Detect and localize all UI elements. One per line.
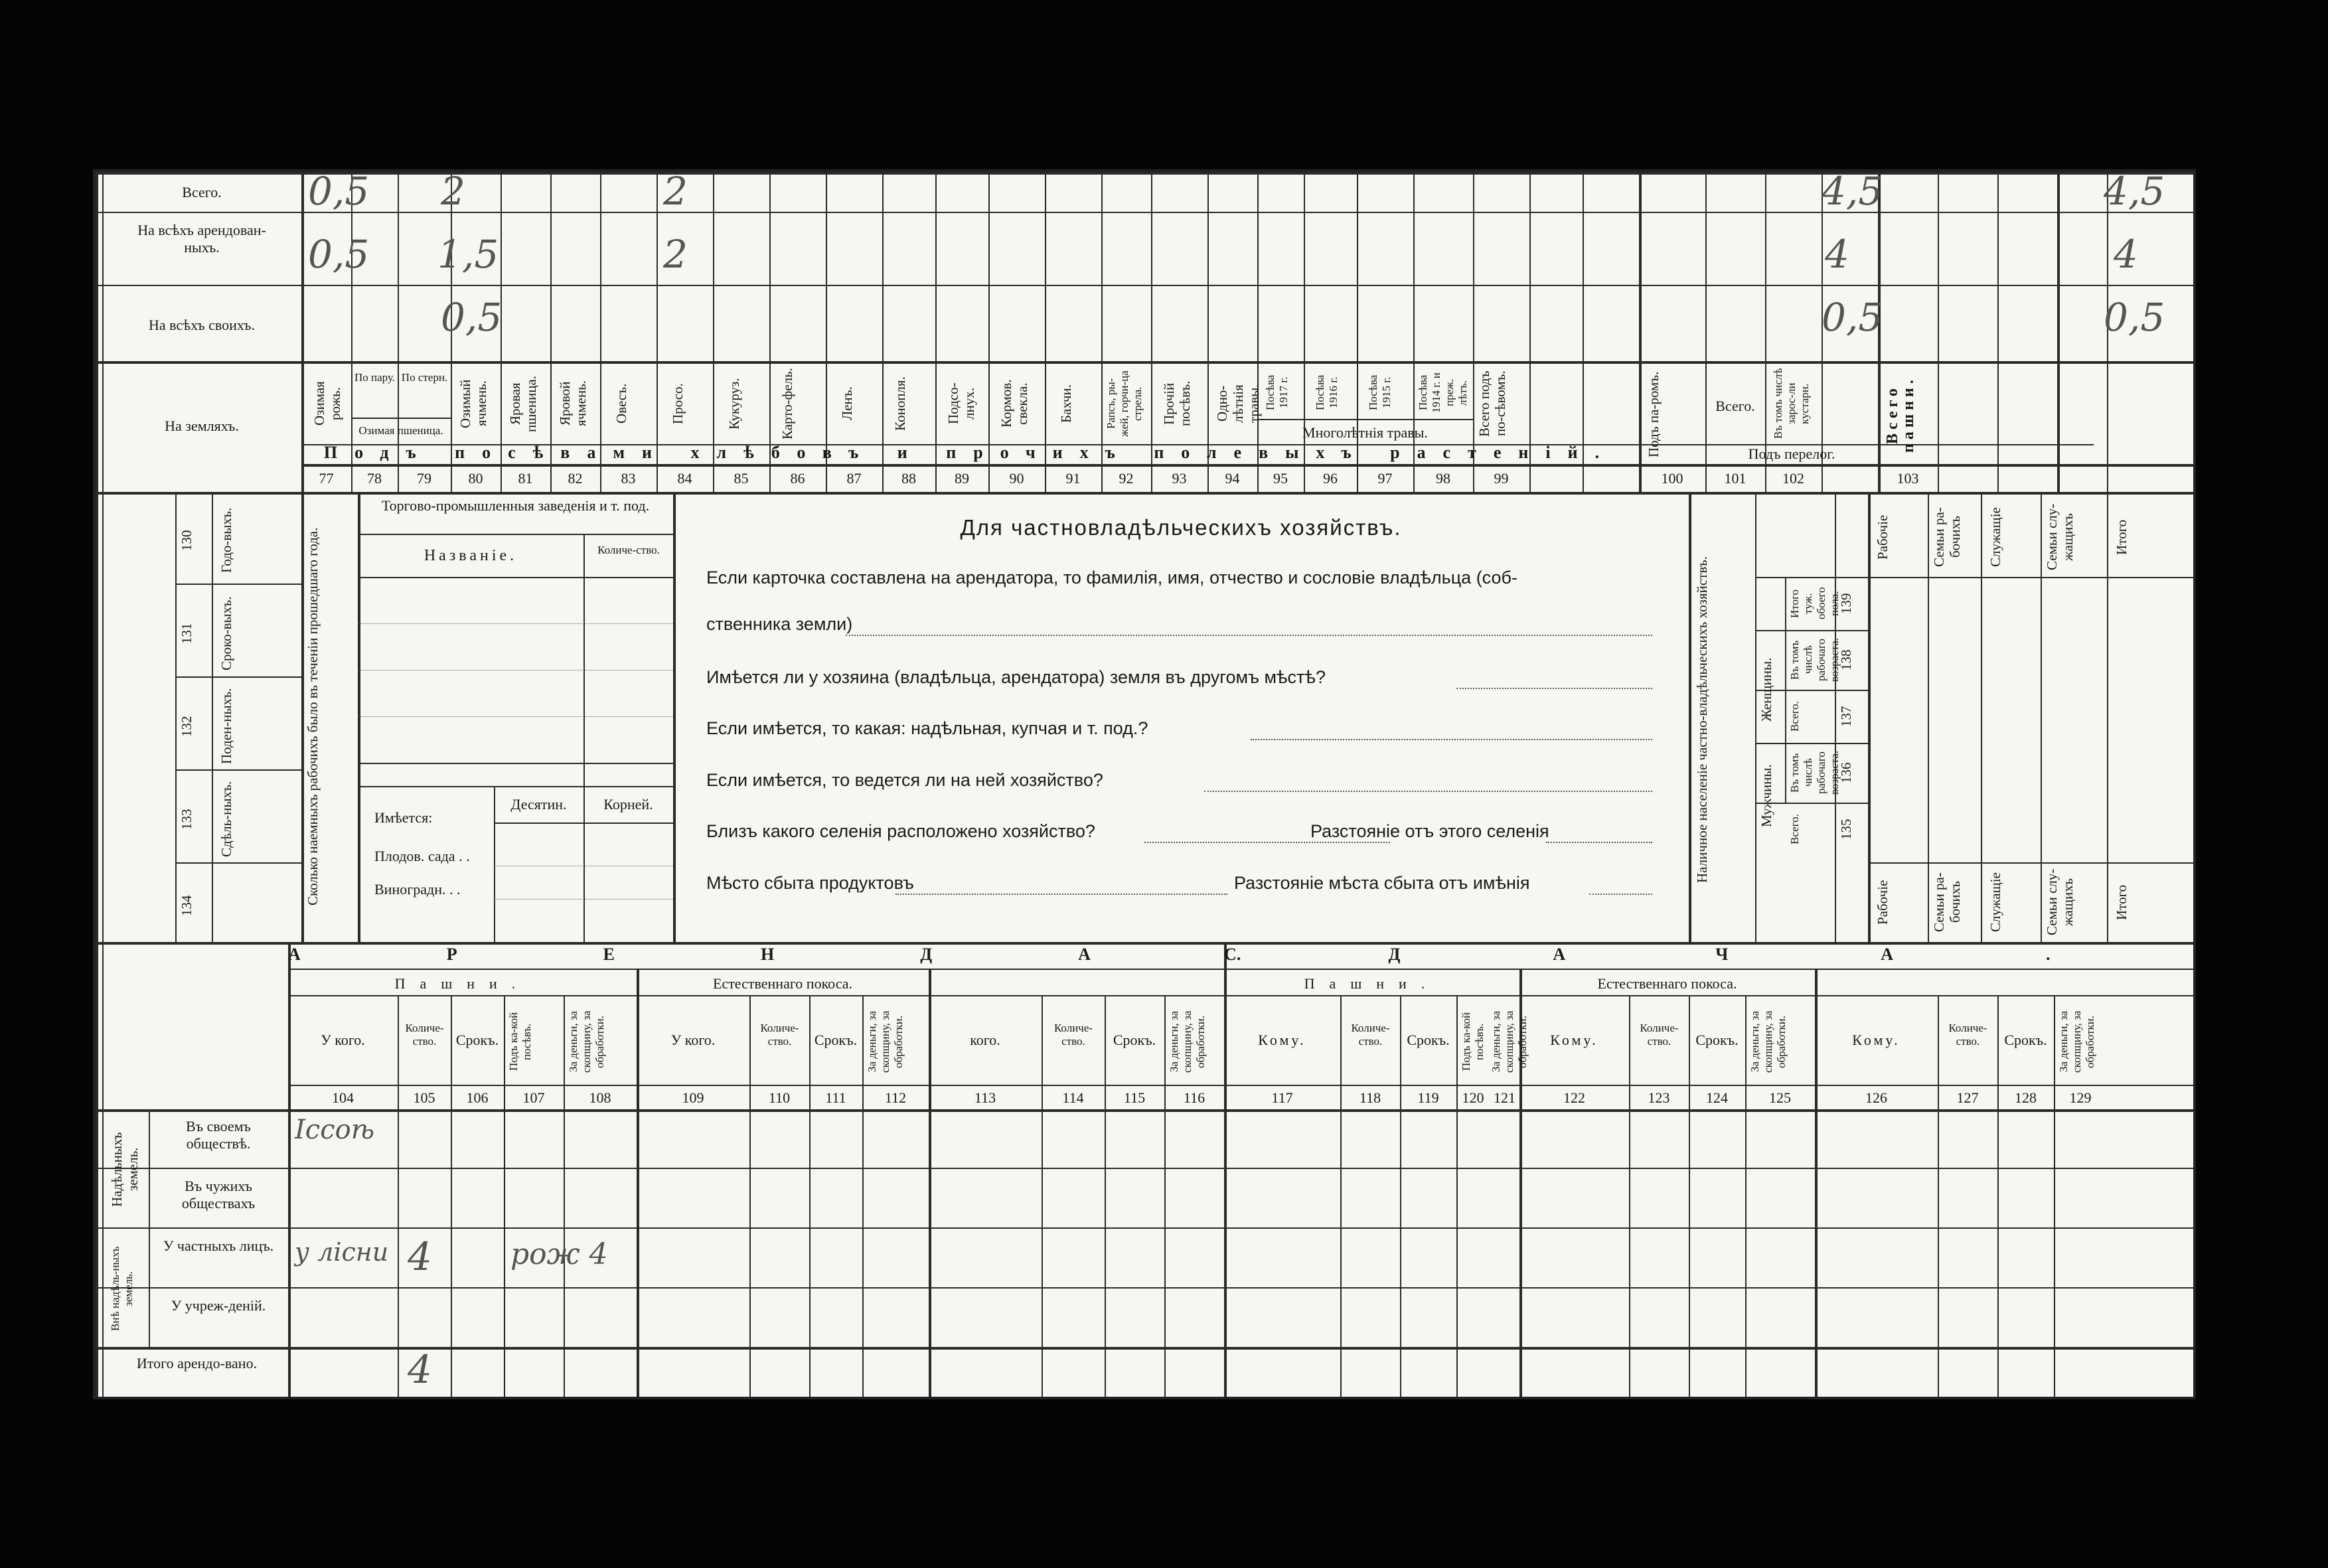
col-number: 87 xyxy=(846,470,862,487)
col-number: 103 xyxy=(1897,470,1919,487)
col-number: 119 xyxy=(1417,1089,1439,1106)
panel-line: Если имѣется, то ведется ли на ней хозяйство? xyxy=(706,770,1103,790)
nadelnykh-zemel-label: Надѣльныхъ земель. xyxy=(109,1132,141,1207)
col-header-u-kogo: У кого. xyxy=(670,1032,716,1048)
handwritten-value: 0,5 xyxy=(308,169,370,214)
crop-header: Посѣва 1916 г. xyxy=(1314,374,1340,411)
row-label: У частныхъ лицъ. xyxy=(163,1237,274,1254)
hired-row-label: Годо-выхъ. xyxy=(218,507,234,574)
col-number: 128 xyxy=(2015,1089,2037,1106)
handwritten-value: 4 xyxy=(1825,232,1849,277)
crop-header: Просо. xyxy=(670,383,686,424)
col-header-kolichestvo: Количе-ство. xyxy=(760,1022,799,1048)
col-header-srok: Срокъ. xyxy=(2004,1032,2047,1048)
crop-header: Рапсъ, ры-жей, горчи-ца стрела. xyxy=(1105,370,1144,437)
panel-line: Разстояніе мѣста сбыта отъ имѣнія xyxy=(1234,873,1530,893)
col-number: 96 xyxy=(1323,470,1338,487)
col-number: 118 xyxy=(1359,1089,1381,1106)
col-number: 79 xyxy=(417,470,431,487)
hired-row-number: 131 xyxy=(179,623,194,644)
col-number: 123 xyxy=(1648,1089,1670,1106)
col-number: 80 xyxy=(468,470,483,487)
nalichnoe-naselenie-title: Наличное населеніе частно-владѣльческихъ хозяйствъ. xyxy=(1694,556,1710,883)
col-number: 77 xyxy=(319,470,334,487)
col-number: 92 xyxy=(1119,470,1134,487)
sdacha-title: СДАЧА. xyxy=(1224,945,2203,964)
col-number: 124 xyxy=(1706,1089,1728,1106)
col-header-za-dengi: За деньги, за скопщину, за обработки. xyxy=(567,1010,606,1073)
right-header: Въ томъ числѣ зарос-ли кустарн. xyxy=(1772,368,1811,439)
col-header-u-kogo: У кого. xyxy=(321,1032,365,1048)
zhenshchiny-label: Женщины. xyxy=(1758,657,1774,722)
col-number: 129 xyxy=(2069,1089,2092,1106)
col-number: 98 xyxy=(1436,470,1450,487)
handwritten-value: 0,5 xyxy=(441,295,503,340)
workers-header: Служащіе xyxy=(1987,872,2003,932)
col-header-za-dengi: За деньги, за скопщину, за обработки. xyxy=(1168,1010,1207,1073)
ozimaya-pshenitsa-label: Озимая пшеница. xyxy=(358,424,443,437)
col-number: 106 xyxy=(466,1089,489,1106)
col-number: 78 xyxy=(367,470,382,487)
vsego-label: Всего. xyxy=(1788,701,1801,732)
arenda-pashni: Пашни. xyxy=(394,975,530,992)
handwritten-value: 2 xyxy=(441,169,465,214)
workers-header: Семьи слу-жащихъ xyxy=(2044,868,2076,936)
hired-row-label: Поден-ныхъ. xyxy=(218,688,234,765)
col-header-kolichestvo: Количе-ство. xyxy=(1640,1022,1679,1048)
panel-line: Мѣсто сбыта продуктовъ xyxy=(706,873,914,893)
handwritten-value: 4 xyxy=(408,1347,432,1392)
col-number: 104 xyxy=(332,1089,354,1106)
crop-header: Кормов. свекла. xyxy=(998,379,1030,428)
crop-header: Конопля. xyxy=(892,376,908,431)
crop-header: Кукуруз. xyxy=(726,378,742,430)
col-number: 127 xyxy=(1956,1089,1979,1106)
korney-label: Корней. xyxy=(603,796,653,813)
col-number: 113 xyxy=(974,1089,996,1106)
workers-header: Семьи ра-бочихъ xyxy=(1931,507,1963,567)
vsego-label: Всего. xyxy=(1788,814,1801,844)
col-number: 122 xyxy=(1563,1089,1585,1106)
col-number: 84 xyxy=(677,470,692,487)
crop-header: Посѣва 1917 г. xyxy=(1264,374,1290,411)
col-number: 88 xyxy=(901,470,916,487)
pop-col-number: 138 xyxy=(1838,649,1854,670)
workers-header: Рабочіе xyxy=(1875,514,1891,560)
col-number: 116 xyxy=(1183,1089,1205,1106)
crop-header: Подсо-лнух. xyxy=(945,382,977,425)
panel-line: ственника земли) xyxy=(706,614,853,634)
vne-nadelnykh-label: Внѣ надѣль-ныхъ земель. xyxy=(109,1246,135,1332)
v-tom-chisle: Въ томъ числѣ рабочаго возраста. xyxy=(1788,750,1841,795)
row-label: Въ чужихъ обществахъ xyxy=(181,1178,256,1212)
workers-header: Семьи ра-бочихъ xyxy=(1931,872,1963,932)
col-header-kolichestvo: Количе-ство. xyxy=(1053,1022,1093,1048)
col-header-komu: Кому. xyxy=(1258,1032,1306,1048)
hired-row-number: 130 xyxy=(179,530,194,551)
crop-header: Овесъ. xyxy=(613,383,629,424)
col-number: 114 xyxy=(1062,1089,1084,1106)
itogo-arendovano-label: Итого арендо-вано. xyxy=(136,1355,258,1372)
crop-header: По стерн. xyxy=(401,371,448,384)
hired-row-number: 133 xyxy=(179,809,194,830)
col-header-komu: Кому. xyxy=(1852,1032,1901,1048)
hired-row-number: 134 xyxy=(179,895,194,916)
handwritten-value: рож 4 xyxy=(510,1237,608,1271)
handwritten-value: 1,5 xyxy=(437,232,499,277)
col-number: 117 xyxy=(1271,1089,1293,1106)
panel-line: Если карточка составлена на арендатора, то фамилія, имя, отчество и сословіе владѣльца (соб- xyxy=(706,568,1517,588)
muzhchiny-label: Мужчины. xyxy=(1758,764,1774,828)
handwritten-value: 2 xyxy=(663,169,688,214)
hired-row-label: Сдѣль-ныхъ. xyxy=(218,781,234,858)
panel-line: Разстояніе отъ этого селенія xyxy=(1310,821,1549,841)
col-number: 125 xyxy=(1769,1089,1791,1106)
pop-col-number: 139 xyxy=(1838,593,1854,614)
pop-col-number: 136 xyxy=(1838,762,1854,783)
crop-header: Всего подъ по-сѣвомъ. xyxy=(1476,370,1508,437)
handwritten-value: у лісни xyxy=(295,1237,389,1267)
desyatin-label: Десятин. xyxy=(510,796,567,813)
col-number: 93 xyxy=(1172,470,1187,487)
crop-header: Озимый ячмень. xyxy=(457,379,489,428)
crop-band-title: Подъ посѣвами хлѣбовъ и прочихъ полевыхъ растеній. xyxy=(323,443,1617,462)
right-header: Всего пашни. xyxy=(1884,376,1917,453)
pod-perelog-label: Подъ перелог. xyxy=(1748,445,1835,462)
crop-header: Яровая пшеница. xyxy=(507,375,539,432)
mnogoletnie-travy-label: Многолѣтнія травы. xyxy=(1302,424,1428,441)
col-number: 111 xyxy=(825,1089,846,1106)
col-number: 86 xyxy=(790,470,805,487)
handwritten-value: 0,5 xyxy=(308,232,370,277)
col-number: 91 xyxy=(1065,470,1081,487)
v-tom-chisle: Въ томъ числѣ рабочаго возраста. xyxy=(1788,637,1841,682)
col-number: 100 xyxy=(1661,470,1683,487)
col-header-kolichestvo: Количе-ство. xyxy=(405,1022,444,1048)
col-header-srok: Срокъ. xyxy=(1113,1032,1156,1048)
col-header-srok: Срокъ. xyxy=(1407,1032,1450,1048)
trade-name-label: Названіе. xyxy=(424,547,518,564)
col-number: 99 xyxy=(1494,470,1509,487)
col-header-kogo: кого. xyxy=(970,1032,1000,1048)
col-header-komu: Кому. xyxy=(1550,1032,1598,1048)
crop-header: Озимая рожь. xyxy=(311,381,343,426)
workers-header: Итого xyxy=(2114,884,2130,920)
crop-header: Посѣва 1915 г. xyxy=(1367,374,1393,411)
handwritten-value: 4,5 xyxy=(1822,169,1883,214)
plodov-sada-label: Плодов. сада . . xyxy=(374,848,470,864)
crop-header: По пару. xyxy=(354,371,395,384)
col-number: 105 xyxy=(413,1089,435,1106)
col-number: 94 xyxy=(1225,470,1240,487)
crop-header: Посѣва 1914 г. и преж. лѣтъ. xyxy=(1417,372,1469,413)
trade-qty-label: Количе-ство. xyxy=(597,544,660,556)
col-header-za-dengi: За деньги, за скопщину, за обработки. xyxy=(866,1010,905,1073)
vinogradnik-label: Виноградн. . . xyxy=(374,881,461,898)
row-label: Въ своемъ обществѣ. xyxy=(186,1118,251,1152)
col-header-srok: Срокъ. xyxy=(455,1032,499,1048)
col-number: 107 xyxy=(522,1089,545,1106)
col-number: 108 xyxy=(589,1089,611,1106)
panel-line: Если имѣется, то какая: надѣльная, купчая и т. под.? xyxy=(706,718,1148,738)
private-estate-title: Для частновладѣльческихъ хозяйствъ. xyxy=(960,515,1402,540)
handwritten-value: Іссоѣ xyxy=(295,1115,374,1145)
hired-row-number: 132 xyxy=(179,716,194,737)
col-number: 95 xyxy=(1273,470,1288,487)
col-header-za-dengi: За деньги, за скопщину, за обработки. xyxy=(1748,1010,1788,1073)
sdacha-pokos: Естественнаго покоса. xyxy=(1597,975,1737,992)
crop-header: Бахчи. xyxy=(1058,384,1074,423)
col-header-srok: Срокъ. xyxy=(814,1032,858,1048)
col-number: 83 xyxy=(621,470,636,487)
row-label-svoikh: На всѣхъ своихъ. xyxy=(149,317,255,333)
census-card-sheet xyxy=(93,169,2203,1399)
col-number: 85 xyxy=(734,470,749,487)
workers-header: Семьи слу-жащихъ xyxy=(2044,503,2076,571)
crop-header: Яровой ячмень. xyxy=(557,380,589,427)
col-header-za-dengi: За деньги, за скопщину, за обработки. xyxy=(1490,1010,1529,1073)
hired-workers-vertical-title: Сколько наемныхъ рабочихъ было въ теченіи прошедшаго года. xyxy=(305,527,321,905)
col-number: 90 xyxy=(1009,470,1024,487)
workers-header: Рабочіе xyxy=(1875,880,1891,925)
col-number: 101 xyxy=(1724,470,1746,487)
row-label-vsego: Всего. xyxy=(182,184,222,200)
col-number: 120 xyxy=(1462,1089,1484,1106)
col-number: 115 xyxy=(1123,1089,1146,1106)
crop-header: Прочій посѣвъ. xyxy=(1161,380,1193,427)
right-header: Подъ па-ромъ. xyxy=(1646,371,1662,457)
handwritten-value: 4,5 xyxy=(2104,169,2165,214)
row-label: У учреж-деній. xyxy=(171,1297,266,1314)
col-header-srok: Срокъ. xyxy=(1695,1032,1739,1048)
workers-header: Служащіе xyxy=(1987,507,2003,567)
handwritten-value: 0,5 xyxy=(1822,295,1883,340)
col-header-kolichestvo: Количе-ство. xyxy=(1948,1022,1987,1048)
pop-col-number: 135 xyxy=(1838,819,1854,840)
sdacha-pashni: Пашни. xyxy=(1304,975,1440,992)
col-header-pod-kakoy: Подъ ка-кой посѣвъ. xyxy=(507,1012,533,1071)
arenda-pokos: Естественнаго покоса. xyxy=(712,975,852,992)
col-header-pod-kakoy: Подъ ка-кой посѣвъ. xyxy=(1460,1012,1486,1071)
handwritten-value: 0,5 xyxy=(2104,295,2165,340)
col-number: 112 xyxy=(884,1089,907,1106)
handwritten-value: 4 xyxy=(408,1234,432,1279)
crop-header: Карто-фель. xyxy=(779,368,795,439)
trade-title: Торгово-промышленныя заведенія и т. под. xyxy=(381,497,650,514)
col-number: 109 xyxy=(682,1089,704,1106)
handwritten-value: 2 xyxy=(663,232,688,277)
crop-header: Одно-лѣтнія травы. xyxy=(1214,384,1262,424)
arenda-title: АРЕНДА. xyxy=(288,945,1387,964)
col-number: 121 xyxy=(1494,1089,1515,1106)
handwritten-value: 4 xyxy=(2114,232,2138,277)
col-number: 97 xyxy=(1377,470,1393,487)
panel-line: Близъ какого селенія расположено хозяйство? xyxy=(706,821,1095,841)
row-label-na-zemlyakh: На земляхъ. xyxy=(165,418,239,434)
col-number: 89 xyxy=(955,470,969,487)
hired-row-label: Сроко-выхъ. xyxy=(218,596,234,670)
col-header-kolichestvo: Количе-ство. xyxy=(1351,1022,1390,1048)
imeetsya-label: Имѣется: xyxy=(374,809,433,826)
crop-header: Ленъ. xyxy=(839,386,855,421)
col-number: 110 xyxy=(768,1089,791,1106)
workers-header: Итого xyxy=(2114,519,2130,555)
right-header: Всего. xyxy=(1715,398,1755,414)
col-number: 126 xyxy=(1865,1089,1887,1106)
col-header-za-dengi: За деньги, за скопщину, за обработки. xyxy=(2057,1010,2096,1073)
col-number: 81 xyxy=(518,470,533,487)
itogo-oboego-pola: Итого туж. обоего пола. xyxy=(1788,587,1841,620)
panel-line: Имѣется ли у хозяина (владѣльца, арендатора) земля въ другомъ мѣстѣ? xyxy=(706,667,1326,687)
pop-col-number: 137 xyxy=(1838,706,1854,727)
col-number: 82 xyxy=(568,470,583,487)
col-number: 102 xyxy=(1782,470,1804,487)
row-label-arendovannykh: На всѣхъ арендован- ныхъ. xyxy=(137,222,266,256)
